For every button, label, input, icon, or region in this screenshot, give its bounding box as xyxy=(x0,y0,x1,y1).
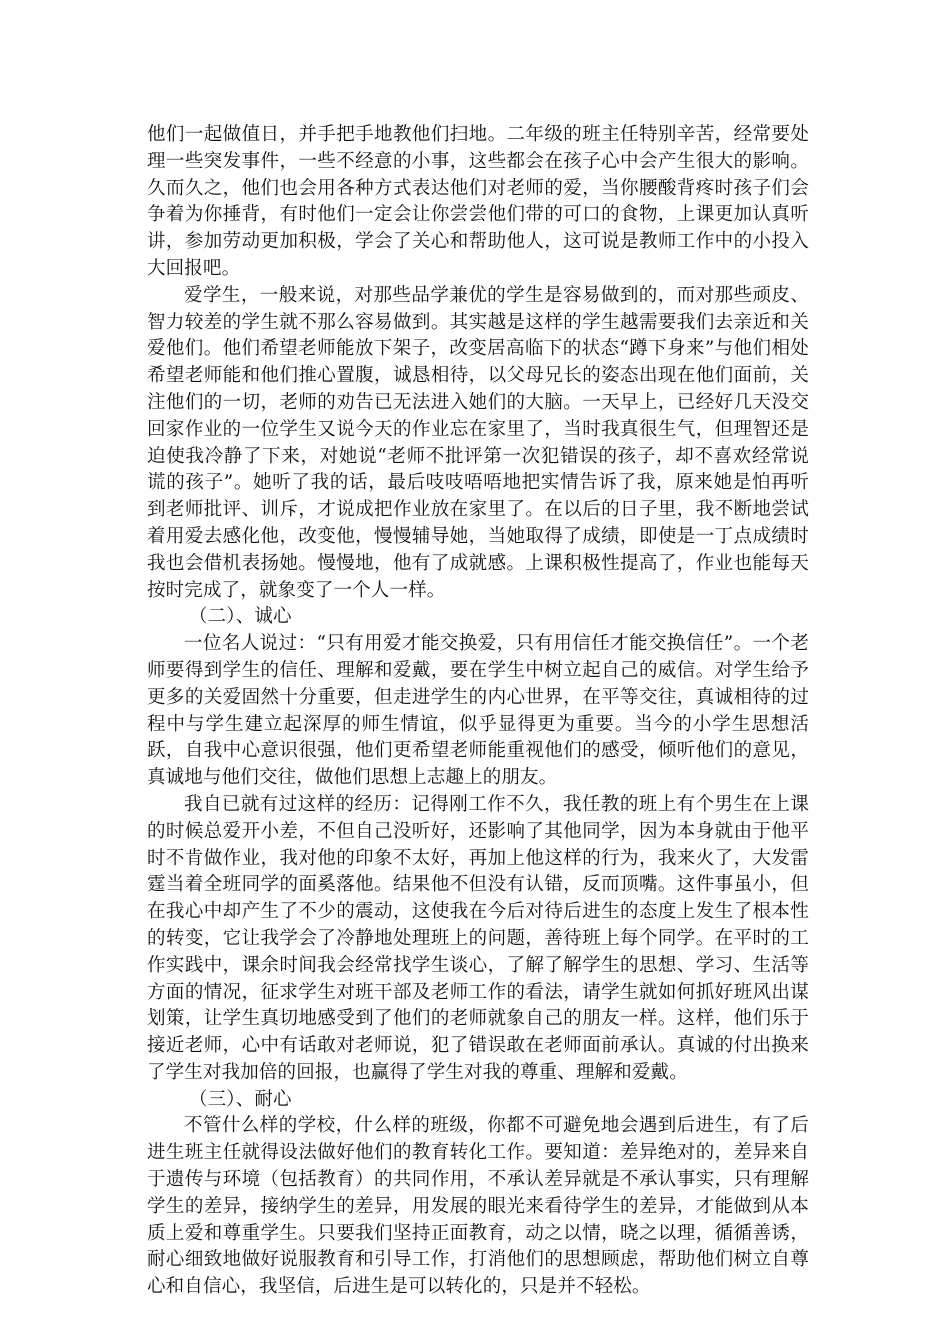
paragraph-trust-quote: 一位名人说过：“只有用爱才能交换爱，只有用信任才能交换信任”。一个老师要得到学生的信任、理解和爱戴，要在学生中树立起自己的威信。对学生给予更多的关爱固然十分重要，但走进学生的内心世界，在平等交往，真诚相待的过程中与学生建立起深厚的师生情谊，似乎显得更为重要。当今的小学生思想活跃，自我中心意识很强，他们更希望老师能重视他们的感受，倾听他们的意见，真诚地与他们交往，做他们思想上志趣上的朋友。 xyxy=(147,633,809,789)
section-heading-sincerity: （二）、诚心 xyxy=(189,606,292,628)
paragraph-personal-experience: 我自已就有过这样的经历：记得刚工作不久，我任教的班上有个男生在上课的时候总爱开小差，不但自己没听好，还影响了其他同学，因为本身就由于他平时不肯做作业，我对他的印象不太好，再加上他这样的行为，我来火了，大发雷霆当着全班同学的面奚落他。结果他不但没有认错，反而顶嘴。这件事虽小，但在我心中却产生了不少的震动，这使我在今后对待后进生的态度上发生了根本性的转变，它让我学会了冷静地处理班上的问题，善待班上每个同学。在平时的工作实践中，课余时间我会经常找学生谈心，了解了解学生的思想、学习、生活等方面的情况，征求学生对班干部及老师工作的看法，请学生就如何抓好班风出谋划策，让学生真切地感受到了他们的老师就象自己的朋友一样。这样，他们乐于接近老师，心中有话敢对老师说，犯了错误敢在老师面前承认。真诚的付出换来了学生对我加倍的回报，也赢得了学生对我的尊重、理解和爱戴。 xyxy=(147,793,809,1083)
document-page xyxy=(147,122,809,1301)
section-heading-patience: （三）、耐心 xyxy=(189,1088,292,1110)
paragraph-struggling-students: 不管什么样的学校，什么样的班级，你都不可避免地会遇到后进生，有了后进生班主任就得设法做好他们的教育转化工作。要知道：差异绝对的，差异来自于遗传与环境（包括教育）的共同作用，不承认差异就是不承认事实，只有理解学生的差异，接纳学生的差异，用发展的眼光来看待学生的差异，才能做到从本质上爱和尊重学生。只要我们坚持正面教育，动之以情，晓之以理，循循善诱，耐心细致地做好说服教育和引导工作，打消他们的思想顾虑，帮助他们树立自尊心和自信心，我坚信，后进生是可以转化的，只是并不轻松。 xyxy=(147,1115,809,1298)
paragraph-love-students: 爱学生，一般来说，对那些品学兼优的学生是容易做到的，而对那些顽皮、智力较差的学生就不那么容易做到。其实越是这样的学生越需要我们去亲近和关爱他们。他们希望老师能放下架子，改变居高临下的状态“蹲下身来”与他们相处希望老师能和他们推心置腹，诚恳相待，以父母兄长的姿态出现在他们面前，关注他们的一切，老师的劝告已无法进入她们的大脑。一天早上，已经好几天没交回家作业的一位学生又说今天的作业忘在家里了，当时我真很生气，但理智还是迫使我冷静了下来，对她说“老师不批评第一次犯错误的孩子，却不喜欢经常说谎的孩子”。她听了我的话，最后吱吱唔唔地把实情告诉了我，原来她是怕再听到老师批评、训斥，才说成把作业放在家里了。在以后的日子里，我不断地尝试着用爱去感化他，改变他，慢慢辅导她，当她取得了成绩，即使是一丁点成绩时我也会借机表扬她。慢慢地，他有了成就感。上课积极性提高了，作业也能每天按时完成了，就象变了一个人一样。 xyxy=(147,284,809,601)
paragraph-class-duty: 他们一起做值日，并手把手地教他们扫地。二年级的班主任特别辛苦，经常要处理一些突发事件，一些不经意的小事，这些都会在孩子心中会产生很大的影响。久而久之，他们也会用各种方式表达他们对老师的爱，当你腰酸背疼时孩子们会争着为你捶背，有时他们一定会让你尝尝他们带的可口的食物，上课更加认真听讲，参加劳动更加积极，学会了关心和帮助他人，这可说是教师工作中的小投入大回报吧。 xyxy=(147,124,809,279)
